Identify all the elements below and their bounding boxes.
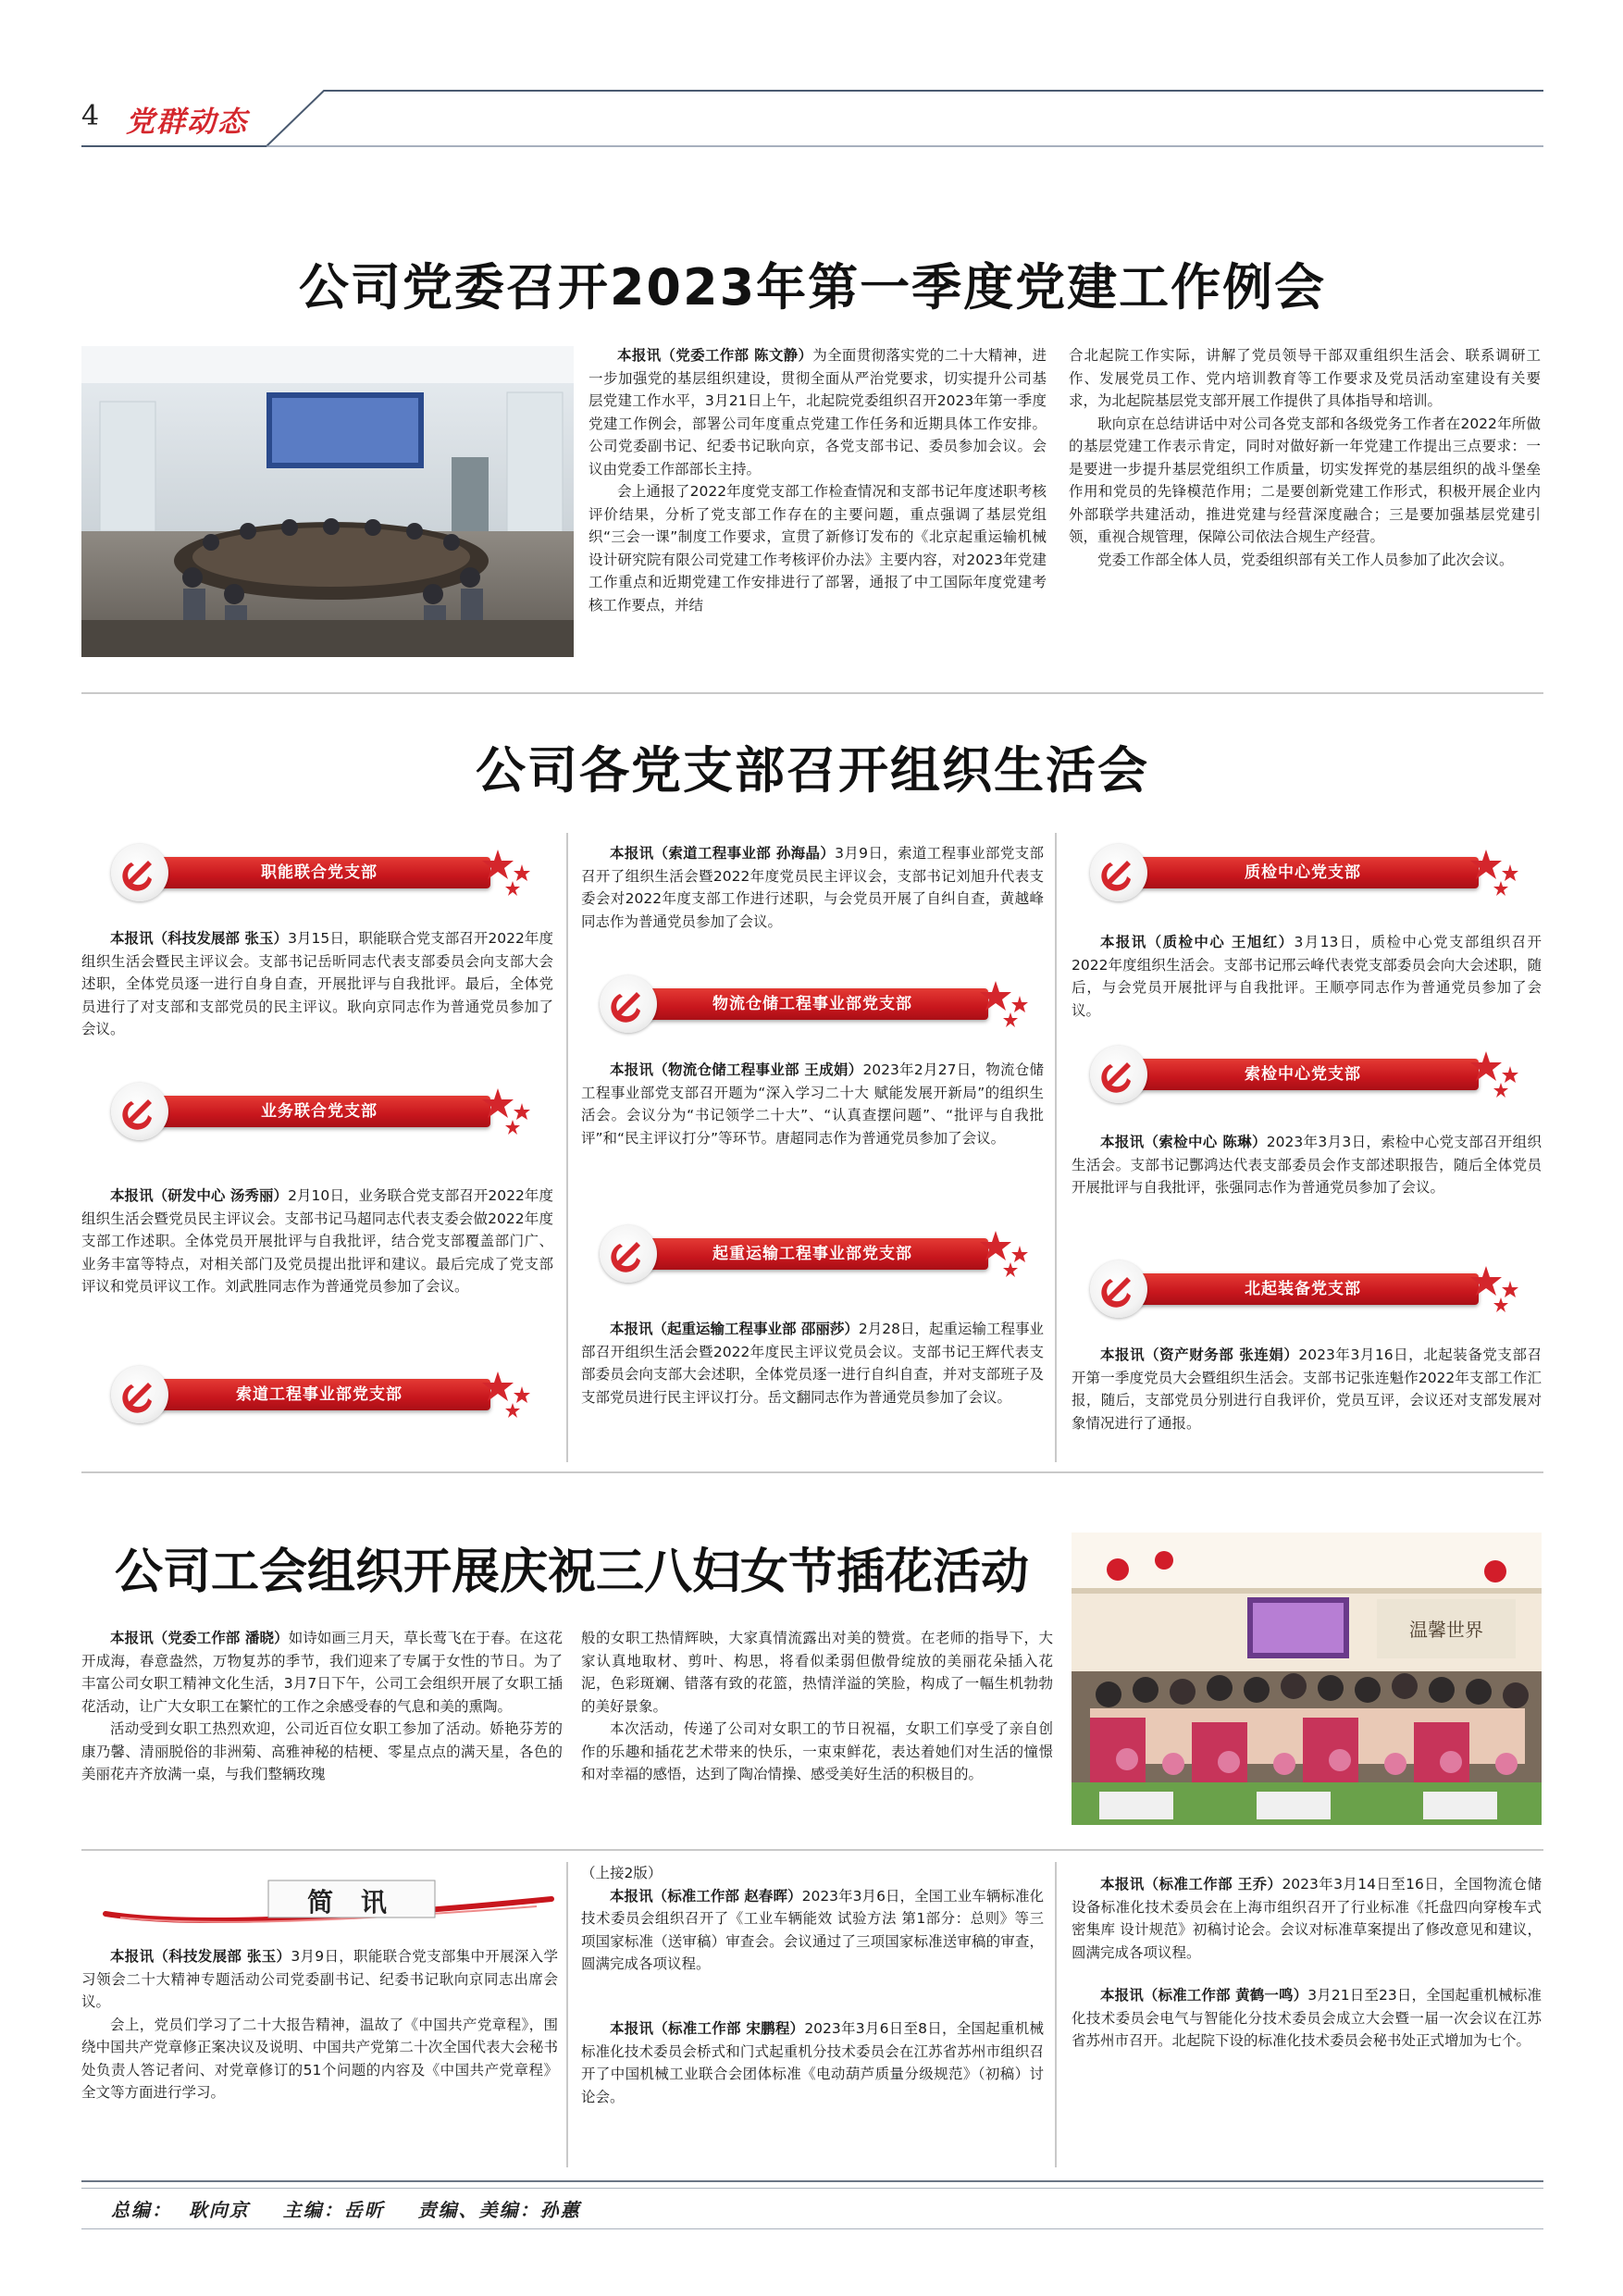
photo-sign: 温馨世界 — [1409, 1619, 1483, 1641]
article1-p5: 党委工作部全体人员，党委组织部有关工作人员参加了此次会议。 — [1097, 551, 1514, 568]
party-emblem-icon — [111, 1366, 168, 1423]
banner-label: 索道工程事业部党支部 — [236, 1385, 403, 1404]
branch-6-text: 本报讯（质检中心 王旭红）3月13日，质检中心党支部组织召开2022年度组织生活会。支部书记邢云峰代表党支部委员会向大会述职，随后，与会党员开展批评与自我批评。王顺亭同志作为普通党员参加了会议。 — [1072, 934, 1542, 1019]
branch-5-text: 本报讯（起重运输工程事业部 邵丽莎）2月28日，起重运输工程事业部召开组织生活会暨2022年度民主评议党员会议。支部书记王辉代表支部委员会向支部大会述职，全体党员逐一进行自纠自查，并对支部班子及支部党员进行民主评议打分。岳文翻同志作为普通党员参加了会议。 — [581, 1321, 1044, 1406]
page-header — [81, 89, 1543, 154]
party-emblem-icon — [1090, 844, 1147, 901]
party-emblem-icon — [111, 1083, 168, 1140]
divider-3 — [81, 1849, 1543, 1851]
branch-3-text: 本报讯（索道工程事业部 孙海晶）3月9日，索道工程事业部党支部召开了组织生活会暨2022年度党员民主评议会，支部书记刘旭升代表支委会对2022年度支部工作进行述职，与会党员开展了自纠自查，黄越峰同志作为普通党员参加了会议。 — [581, 845, 1044, 930]
brief-item-4: 本报讯（标准工作部 王乔）2023年3月14日至16日，全国物流仓储设备标准化技术委员会在上海市组织召开了行业标准《托盘四向穿梭车式密集库 设计规范》初稿讨论会。会议对标准草案提出了修改意见和建议，圆满完成各项议程。 — [1072, 1876, 1542, 1961]
banner-label: 业务联合党支部 — [261, 1102, 378, 1121]
stars-icon — [1468, 1262, 1525, 1316]
stars-icon — [1468, 846, 1525, 900]
article1-title: 公司党委召开2023年第一季度党建工作例会 — [298, 258, 1327, 316]
brief-item-5: 本报讯（标准工作部 黄鹤一鸣）3月21日至23日，全国起重机械标准化技术委员会电气与智能化分技术委员会成立大会暨一届一次会议在江苏省苏州市召开。北起院下设的标准化技术委员会秘书处正式增加为七个。 — [1072, 1987, 1542, 2049]
banner-branch-6 — [1090, 844, 1525, 901]
article1-p1: 为全面贯彻落实党的二十大精神，进一步加强党的基层组织建设，贯彻全面从严治党要求，切实提升公司基层党建工作水平，3月21日上午，北起院党委组织召开2023年第一季度党建工作例会，部署公司年度重点党建工作任务和近期具体工作安排。公司党委副书记、纪委书记耿向京，各党支部书记、委员参加会议。会议由党委工作部部长主持。 — [588, 347, 1047, 478]
section-title: 党群动态 — [126, 105, 248, 139]
page-number: 4 — [81, 100, 100, 132]
banner-label: 职能联合党支部 — [261, 863, 378, 882]
banner-branch-1 — [111, 844, 537, 901]
stars-icon — [977, 977, 1035, 1031]
article3-col2: 般的女职工热情辉映，大家真情流露出对美的赞赏。在老师的指导下，大家认真地取材、剪叶、构思，将看似柔弱但傲骨绽放的美丽花朵插入花泥，色彩斑斓、错落有致的花篮，热情洋溢的笑脸，构成了一幅生机勃勃的美好景象。 本次活动，传递了公司对女职工的节日祝福，女职工们享受了亲自创作的乐趣和插花艺术带来的快乐，一束束鲜花，表达着她们对生活的憧憬和对幸福的感悟，达到了陶冶情操、感受美好生活的积极目的。 — [581, 1630, 1053, 1782]
branch-1-text: 本报讯（科技发展部 张玉）3月15日，职能联合党支部召开2022年度组织生活会暨民主评议会。支部书记岳昕同志代表支部委员会向支部大会述职，全体党员逐一进行自身自查，开展批评与自我批评。最后，全体党员进行了对支部和支部党员的民主评议。耿向京同志作为普通党员参加了会议。 — [81, 930, 553, 1037]
meeting-photo — [81, 346, 574, 657]
header-rule — [81, 89, 1543, 154]
stars-icon — [1468, 1048, 1525, 1101]
banner-label: 物流仓储工程事业部党支部 — [712, 995, 912, 1013]
column-rule-3 — [566, 1862, 568, 2167]
party-emblem-icon — [1090, 1046, 1147, 1103]
flower-activity-photo — [1072, 1533, 1542, 1825]
banner-branch-5 — [600, 1225, 1035, 1283]
article1-col1 — [588, 344, 1047, 616]
brief-title-banner — [102, 1877, 555, 1932]
article1-col2 — [1069, 344, 1541, 571]
article1-p2: 会上通报了2022年度党支部工作检查情况和支部书记年度述职考核评价结果，分析了党支部工作存在的主要问题，重点强调了基层党组织“三会一课”制度工作要求，宣贯了新修订发布的《北京起重运输机械设计研究院有限公司党建工作考核评价办法》主要内容，对2023年党建工作重点和近期党建工作安排进行了部署，通报了中工国际年度党建考核工作要点，并结 — [588, 483, 1047, 614]
brief-item-1: 本报讯（科技发展部 张玉）3月9日，职能联合党支部集中开展深入学习领会二十大精神专题活动公司党委副书记、纪委书记耿向京同志出席会议。 会上，党员们学习了二十大报告精神，温故了《中国共产党章程》，围绕中国共产党章修正案决议及说明、中国共产党第二十次全国代表大会秘书处负责人答记者问、对党章修订的51个问题的内容及《中国共产党章程》全文等方面进行学习。 — [81, 1948, 558, 2101]
article2-title: 公司各党支部召开组织生活会 — [476, 741, 1149, 800]
divider-1 — [81, 692, 1543, 694]
footer-credits: 总编： 耿向京 主编：岳昕 责编、美编：孙蕙 — [111, 2199, 581, 2221]
banner-label: 质检中心党支部 — [1245, 863, 1361, 882]
branch-2-text: 本报讯（研发中心 汤秀丽）2月10日，业务联合党支部召开2022年度组织生活会暨党员民主评议会。支部书记马超同志代表支委会做2022年度支部工作述职。全体党员开展批评与自我批评，结合党支部覆盖部门广、业务丰富等特点，对相关部门及党员提出批评和建议。最后完成了党支部评议和党员评议工作。刘武胜同志作为普通党员参加了会议。 — [81, 1187, 553, 1295]
branch-4-text: 本报讯（物流仓储工程事业部 王成娟）2023年2月27日，物流仓储工程事业部党支部召开题为“深入学习二十大 赋能发展开新局”的组织生活会。会议分为“书记领学二十大”、“认真查摆问题”、“批评与自我批评”和“民主评议打分”等环节。唐超同志作为普通党员参加了会议。 — [581, 1061, 1044, 1147]
stars-icon — [977, 1227, 1035, 1281]
footer-rule — [81, 2180, 1543, 2189]
branch-7-text: 本报讯（索检中心 陈琳）2023年3月3日，索检中心党支部召开组织生活会。支部书记酆鸿达代表支部委员会作支部述职报告，随后全体党员开展批评与自我批评，张强同志作为普通党员参加了会议。 — [1072, 1134, 1542, 1196]
banner-branch-2 — [111, 1083, 537, 1140]
party-emblem-icon — [600, 975, 657, 1033]
banner-label: 北起装备党支部 — [1245, 1280, 1361, 1298]
article1-p3: 合北起院工作实际，讲解了党员领导干部双重组织生活会、联系调研工作、发展党员工作、党内培训教育等工作要求及党员活动室建设有关要求，为北起院基层党支部开展工作提供了具体指导和培训。 — [1069, 347, 1541, 409]
banner-label: 起重运输工程事业部党支部 — [712, 1245, 912, 1263]
article1-byline: 本报讯（党委工作部 陈文静） — [617, 347, 813, 364]
column-rule-1 — [566, 833, 568, 1462]
stars-icon — [479, 1085, 537, 1138]
party-emblem-icon — [1090, 1260, 1147, 1318]
brief-title: 简 讯 — [307, 1887, 396, 1917]
banner-branch-7 — [1090, 1046, 1525, 1103]
column-rule-4 — [1055, 1862, 1057, 2167]
banner-branch-3 — [111, 1366, 537, 1423]
article3-byline: 本报讯（党委工作部 潘晓） — [110, 1630, 289, 1646]
brief-item-3: 本报讯（标准工作部 宋鹏程）2023年3月6日至8日，全国起重机械标准化技术委员会桥式和门式起重机分技术委员会在江苏省苏州市组织召开了中国机械工业联合会团体标准《电动葫芦质量分级规范》（初稿）讨论会。 — [581, 2020, 1044, 2105]
column-rule-2 — [1055, 833, 1057, 1462]
article3-title: 公司工会组织开展庆祝三八妇女节插花活动 — [114, 1545, 1029, 1600]
banner-label: 索检中心党支部 — [1245, 1065, 1361, 1084]
stars-icon — [479, 846, 537, 900]
party-emblem-icon — [111, 844, 168, 901]
footer-rule-bottom — [81, 2228, 1543, 2229]
branch-8-text: 本报讯（资产财务部 张连娟）2023年3月16日，北起装备党支部召开第一季度党员大会暨组织生活会。支部书记张连魁作2022年支部工作汇报，随后，支部党员分别进行自我评价，党员互评，会议还对支部发展对象情况进行了通报。 — [1072, 1347, 1542, 1432]
banner-branch-4 — [600, 975, 1035, 1033]
stars-icon — [479, 1368, 537, 1421]
article1-p4: 耿向京在总结讲话中对公司各党支部和各级党务工作者在2022年所做的基层党建工作表示肯定，同时对做好新一年党建工作提出三点要求：一是要进一步提升基层党组织工作质量，切实发挥党的基层组织的战斗堡垒作用和党员的先锋模范作用；二是要创新党建工作形式，积极开展企业内外部联学共建活动，推进党建与经营深度融合；三是要加强基层党建引领，重视合规管理，保障公司依法合规生产经营。 — [1069, 415, 1541, 545]
banner-branch-8 — [1090, 1260, 1525, 1318]
brief-continued: （上接2版） — [581, 1865, 663, 1881]
brief-item-2: （上接2版） 本报讯（标准工作部 赵春晖）2023年3月6日，全国工业车辆标准化技术委员会组织召开了《工业车辆能效 试验方法 第1部分：总则》等三项国家标准（送审稿）审查会。会议通过了三项国家标准送审稿的审查，圆满完成各项议程。 — [581, 1862, 1044, 1976]
party-emblem-icon — [600, 1225, 657, 1283]
article3-col1: 本报讯（党委工作部 潘晓）如诗如画三月天，草长莺飞在于春。在这花开成海，春意盎然，万物复苏的季节，我们迎来了专属于女性的节日。为了丰富公司女职工精神文化生活，3月7日下午，公司工会组织开展了女职工插花活动，让广大女职工在繁忙的工作之余感受春的气息和美的熏陶。 活动受到女职工热烈欢迎，公司近百位女职工参加了活动。娇艳芬芳的康乃馨、清丽脱俗的非洲菊、高雅神秘的桔梗、零星点点的满天星，各色的美丽花卉齐放满一桌，与我们整辆玫瑰 — [81, 1630, 563, 1782]
divider-2 — [81, 1471, 1543, 1473]
